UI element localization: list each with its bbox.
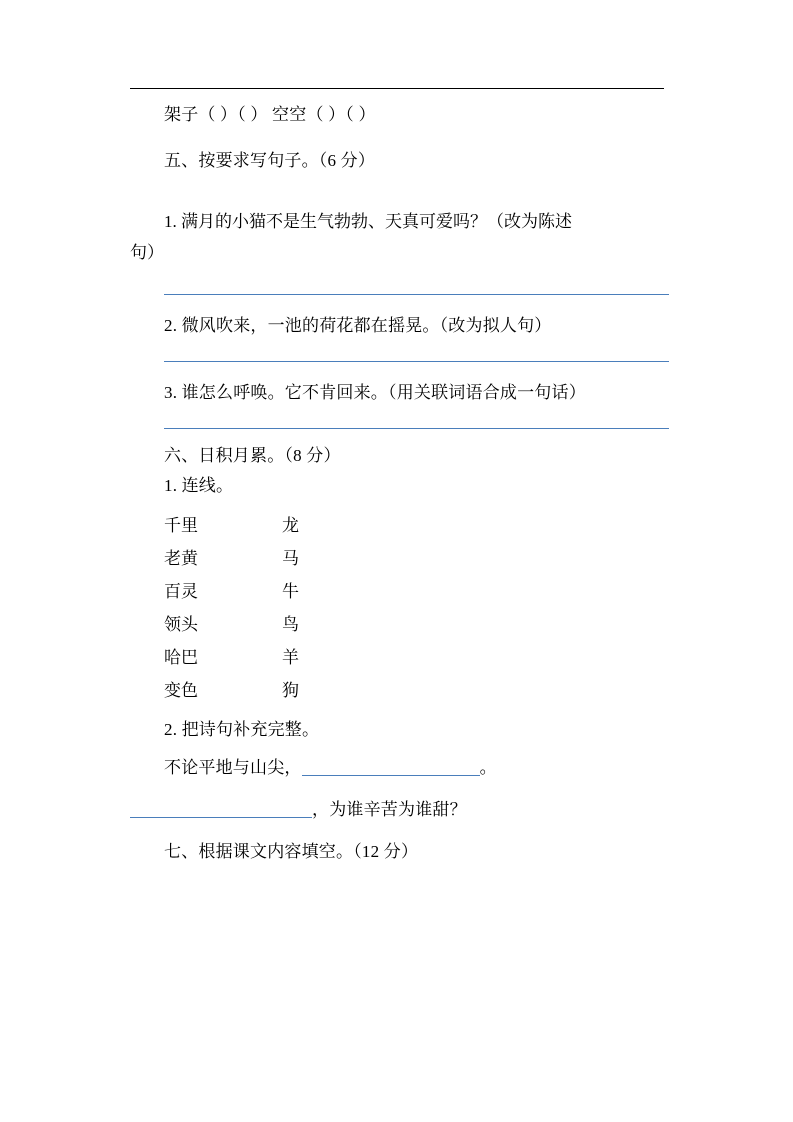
section-six-task-1-label: 1. 连线。	[164, 476, 234, 495]
match-right-word[interactable]: 马	[282, 549, 299, 568]
poem-line-2-suffix: ，为谁辛苦为谁甜？	[312, 800, 467, 819]
match-right-word[interactable]: 龙	[282, 516, 299, 535]
table-row[interactable]	[164, 575, 342, 608]
match-left-word[interactable]: 领头	[164, 615, 198, 634]
section-five-question-1	[130, 206, 674, 268]
match-left-word[interactable]: 千里	[164, 516, 198, 535]
match-right-word[interactable]: 狗	[282, 681, 299, 700]
section-five-question-3: 3. 谁怎么呼唤。它不肯回来。（用关联词语合成一句话）	[164, 383, 586, 402]
section-five-question-2: 2. 微风吹来，一池的荷花都在摇晃。（改为拟人句）	[164, 316, 552, 335]
exercise-four-tail: 架子（ ）（ ） 空空（ ）（ ）	[164, 105, 376, 124]
section-five-heading: 五、按要求写句子。（6 分）	[164, 151, 376, 170]
match-left-word[interactable]: 老黄	[164, 549, 198, 568]
match-left-word[interactable]: 哈巴	[164, 648, 198, 667]
match-right-word[interactable]: 牛	[282, 582, 299, 601]
table-row[interactable]	[164, 608, 342, 641]
match-right-word[interactable]: 羊	[282, 648, 299, 667]
table-row[interactable]	[164, 674, 342, 707]
poem-blank-1[interactable]	[302, 758, 480, 776]
match-left-word[interactable]: 变色	[164, 681, 198, 700]
section-seven-heading: 七、根据课文内容填空。（12 分）	[164, 842, 419, 861]
match-right-word[interactable]: 鸟	[282, 615, 299, 634]
matching-exercise-table	[164, 509, 342, 707]
question-1-line-1: 1. 满月的小猫不是生气勃勃、天真可爱吗？（改为陈述	[164, 212, 572, 231]
section-six-heading: 六、日积月累。（8 分）	[164, 446, 341, 465]
question-1-line-2: 句）	[130, 243, 164, 262]
header-divider	[130, 88, 664, 89]
page-content	[130, 100, 674, 867]
poem-line-1-suffix: 。	[479, 758, 497, 777]
poem-line-1	[130, 753, 674, 783]
poem-blank-2[interactable]	[130, 800, 312, 818]
table-row[interactable]	[164, 509, 342, 542]
poem-line-2	[130, 795, 674, 825]
poem-line-1-prefix: 不论平地与山尖，	[164, 758, 302, 777]
table-row[interactable]	[164, 641, 342, 674]
section-six-task-2-label: 2. 把诗句补充完整。	[164, 720, 320, 739]
table-row[interactable]	[164, 542, 342, 575]
match-left-word[interactable]: 百灵	[164, 582, 198, 601]
